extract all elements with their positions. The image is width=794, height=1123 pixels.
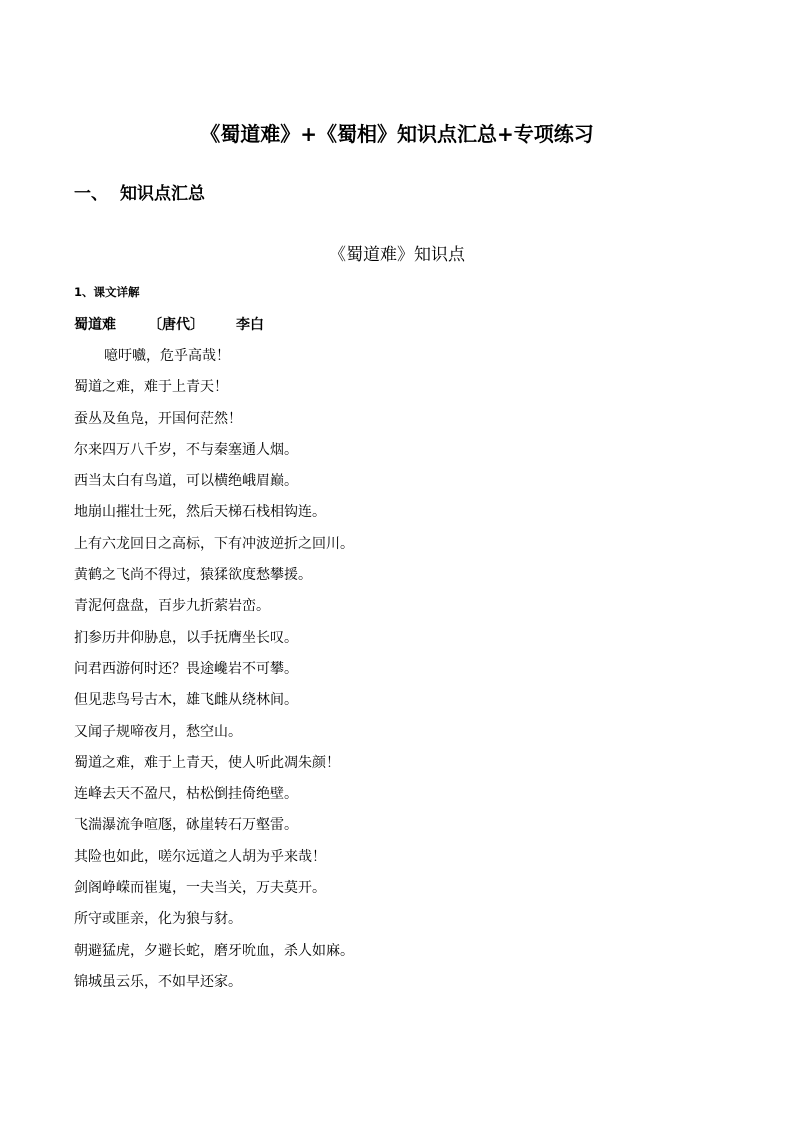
poem-line: 扪参历井仰胁息，以手抚膺坐长叹。 bbox=[74, 629, 298, 646]
poem-line: 地崩山摧壮士死，然后天梯石栈相钩连。 bbox=[74, 504, 326, 521]
document-title: 《蜀道难》+《蜀相》知识点汇总+专项练习 bbox=[200, 122, 594, 146]
poem-line: 其险也如此，嗟尔远道之人胡为乎来哉！ bbox=[74, 848, 326, 865]
section-number: 一、 bbox=[74, 184, 108, 204]
poem-line: 连峰去天不盈尺，枯松倒挂倚绝壁。 bbox=[74, 786, 298, 803]
poem-line: 锦城虽云乐，不如早还家。 bbox=[74, 973, 242, 990]
poem-title: 蜀道难 bbox=[74, 317, 116, 333]
poem-line: 噫吁嚱，危乎高哉！ bbox=[104, 348, 230, 364]
poem-line: 黄鹤之飞尚不得过，猿猱欲度愁攀援。 bbox=[74, 567, 312, 584]
poem-line: 剑阁峥嵘而崔嵬，一夫当关，万夫莫开。 bbox=[74, 880, 326, 897]
poem-line: 上有六龙回日之高标，下有冲波逆折之回川。 bbox=[74, 535, 354, 552]
poem-line: 蜀道之难，难于上青天，使人听此凋朱颜！ bbox=[74, 754, 340, 771]
poem-line: 尔来四万八千岁，不与秦塞通人烟。 bbox=[74, 441, 298, 458]
poem-line: 西当太白有鸟道，可以横绝峨眉巅。 bbox=[74, 473, 298, 490]
poem-author: 李白 bbox=[236, 317, 264, 333]
poem-header bbox=[74, 315, 264, 335]
poem-line: 所守或匪亲，化为狼与豺。 bbox=[74, 911, 242, 928]
poem-line: 蜀道之难，难于上青天！ bbox=[74, 379, 228, 396]
poem-line: 问君西游何时还？畏途巉岩不可攀。 bbox=[74, 660, 298, 677]
poem-line: 又闻子规啼夜月，愁空山。 bbox=[74, 723, 242, 740]
poem-line: 朝避猛虎，夕避长蛇，磨牙吮血，杀人如麻。 bbox=[74, 942, 354, 959]
poem-lines bbox=[74, 346, 354, 1003]
item-label: 1、课文详解 bbox=[74, 285, 140, 299]
poem-line: 青泥何盘盘，百步九折萦岩峦。 bbox=[74, 598, 270, 615]
poem-line: 蚕丛及鱼凫，开国何茫然！ bbox=[74, 410, 242, 427]
poem-dynasty: 〔唐代〕 bbox=[148, 317, 204, 333]
subsection-title: 《蜀道难》知识点 bbox=[329, 245, 465, 265]
section-heading bbox=[74, 182, 205, 206]
poem-line: 但见悲鸟号古木，雄飞雌从绕林间。 bbox=[74, 692, 298, 709]
section-heading-text: 知识点汇总 bbox=[120, 184, 205, 204]
poem-line: 飞湍瀑流争喧豗，砯崖转石万壑雷。 bbox=[74, 817, 298, 834]
